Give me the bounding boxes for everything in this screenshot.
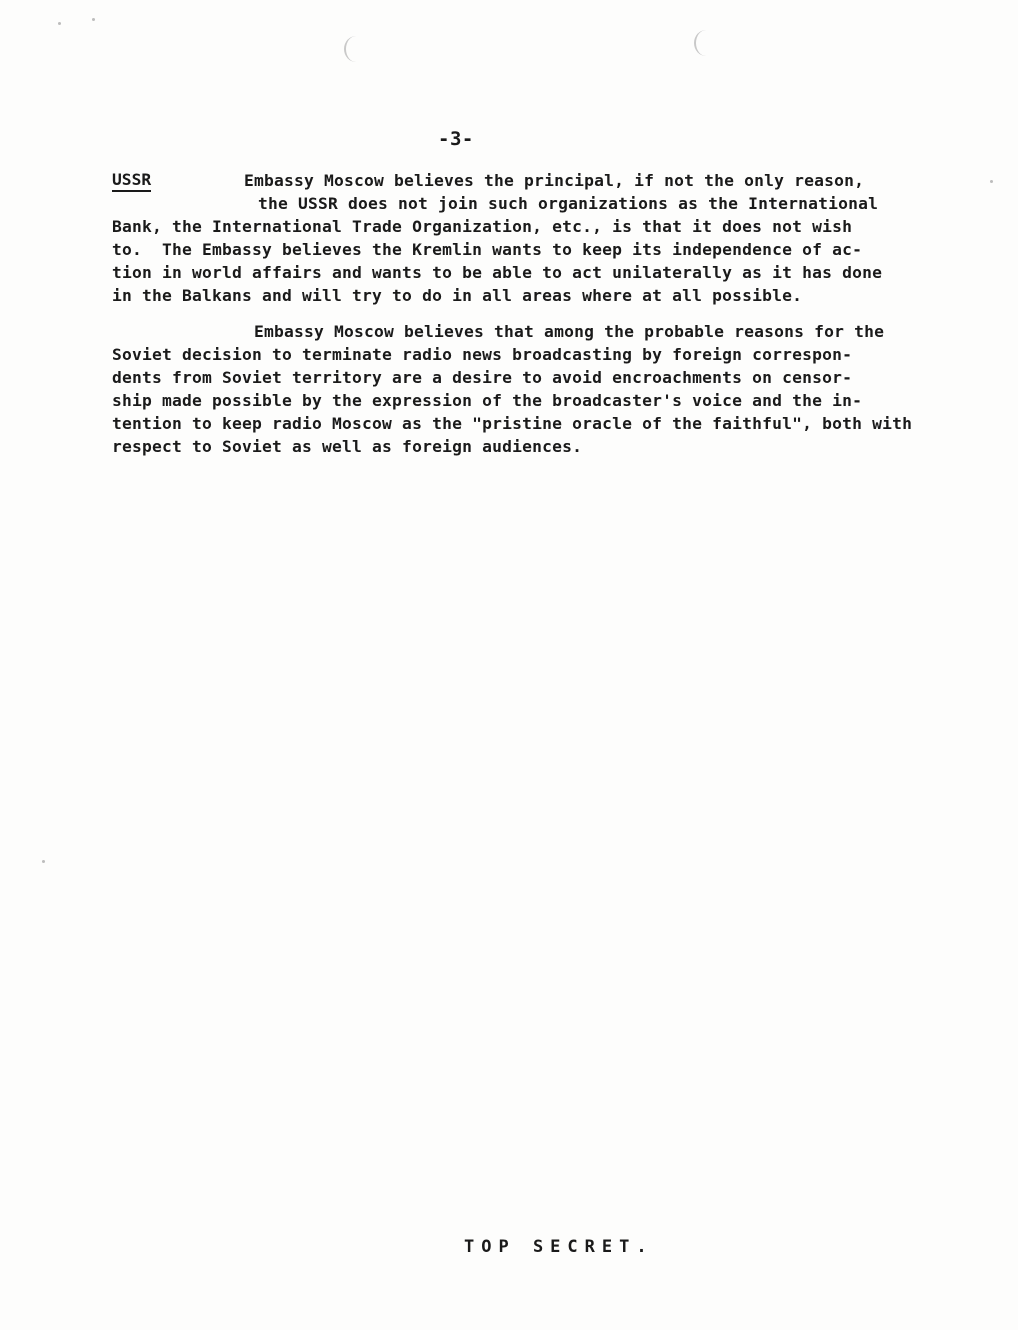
paragraph-line: Embassy Moscow believes the principal, if not the only reason, [244, 171, 865, 190]
paper-speck [58, 22, 61, 25]
paper-speck [42, 860, 45, 863]
paragraph-line: tention to keep radio Moscow as the "pristine oracle of the faithful", both with [112, 414, 913, 433]
paragraph-line: dents from Soviet territory are a desire to avoid encroachments on censor- [112, 368, 853, 387]
page-number: -3- [438, 128, 474, 150]
paragraph-line: in the Balkans and will try to do in all areas where at all possible. [112, 286, 803, 305]
punch-hole-right [694, 30, 718, 56]
paragraph-line: to. The Embassy believes the Kremlin wants to keep its independence of ac- [112, 240, 863, 259]
paragraph-line: ship made possible by the expression of the broadcaster's voice and the in- [112, 391, 863, 410]
paragraph-line: Bank, the International Trade Organization, etc., is that it does not wish [112, 217, 853, 236]
punch-hole-left [344, 36, 368, 62]
paragraph-line: respect to Soviet as well as foreign audiences. [112, 437, 583, 456]
paragraph-line: tion in world affairs and wants to be able to act unilaterally as it has done [112, 263, 883, 282]
paper-speck [990, 180, 993, 183]
classification-marking: TOP SECRET. [464, 1237, 654, 1257]
paragraph-line: Soviet decision to terminate radio news broadcasting by foreign correspon- [112, 345, 853, 364]
paper-speck [92, 18, 95, 21]
paragraph-line: the USSR does not join such organizations as the International [258, 194, 879, 213]
paragraph-line: Embassy Moscow believes that among the probable reasons for the [254, 322, 885, 341]
section-heading: USSR [112, 171, 151, 192]
